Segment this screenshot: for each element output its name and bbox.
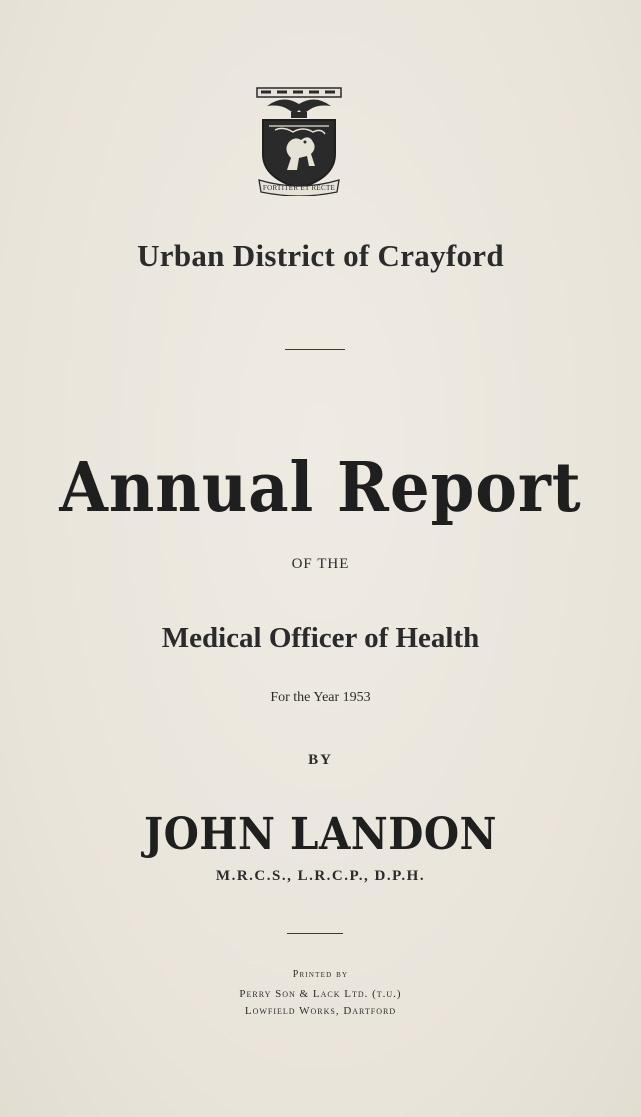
report-year: For the Year 1953 xyxy=(270,690,371,705)
printer-address: Lowfield Works, Dartford xyxy=(244,1005,397,1017)
by-label: BY xyxy=(308,752,333,768)
author-qualifications: M.R.C.S., L.R.C.P., D.P.H. xyxy=(215,868,426,884)
divider-bottom xyxy=(287,933,343,934)
svg-text:FORTITER ET RECTE: FORTITER ET RECTE xyxy=(262,184,336,192)
report-title: Annual Report xyxy=(59,448,582,528)
officer-title: Medical Officer of Health xyxy=(161,622,480,654)
printer-name: Perry Son & Lack Ltd. (t.u.) xyxy=(239,988,402,1000)
district-name: Urban District of Crayford xyxy=(137,238,504,273)
divider-top xyxy=(285,349,345,350)
of-the-label: OF THE xyxy=(291,556,350,572)
author-name: JOHN LANDON xyxy=(143,809,498,860)
coat-of-arms-icon xyxy=(253,84,345,196)
printed-by-label: Printed by xyxy=(292,969,349,980)
